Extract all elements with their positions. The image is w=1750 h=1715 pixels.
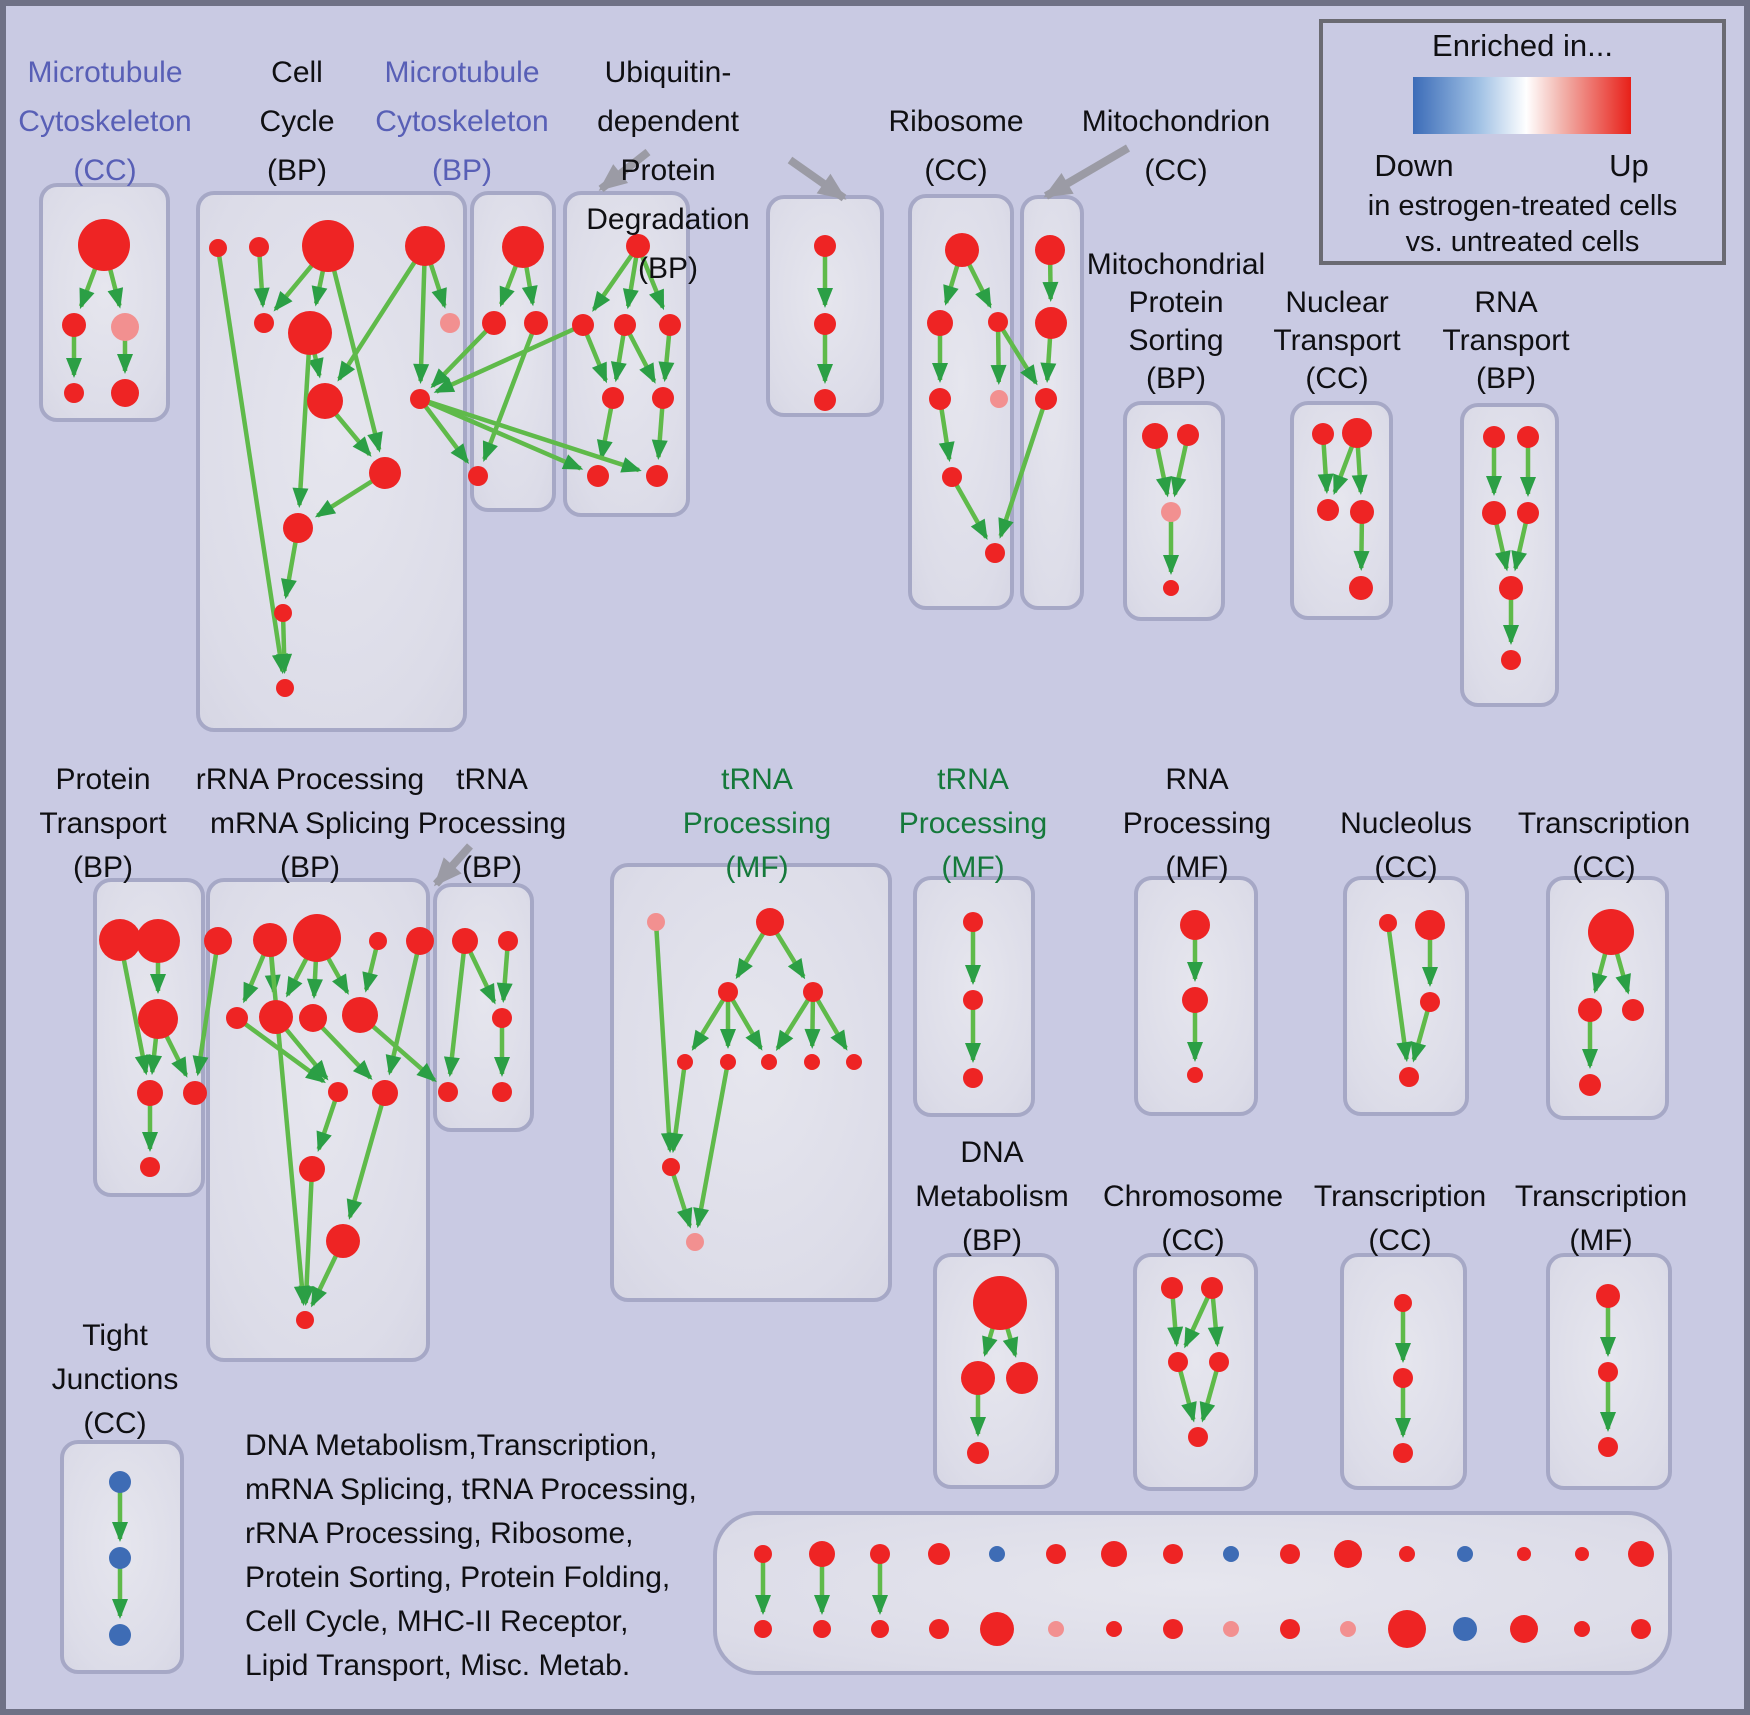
node-rrna-11 xyxy=(299,1156,325,1182)
node-nucleolus-2 xyxy=(1420,992,1440,1012)
node-strip-top-6 xyxy=(1101,1541,1127,1567)
misc-text-line: Cell Cycle, MHC-II Receptor, xyxy=(245,1605,629,1638)
node-chromosome-2 xyxy=(1168,1352,1188,1372)
group-label-line: Cytoskeleton xyxy=(18,105,192,138)
node-prot-trans-3 xyxy=(137,1080,163,1106)
node-strip-bot-13 xyxy=(1510,1615,1538,1643)
misc-text-line: mRNA Splicing, tRNA Processing, xyxy=(245,1473,697,1506)
node-strip-top-4 xyxy=(989,1546,1005,1562)
node-rrna-10 xyxy=(372,1080,398,1106)
node-rrna-6 xyxy=(259,1000,293,1034)
node-trans-cc-2-3 xyxy=(1579,1074,1601,1096)
group-label-line: Mitochondrial xyxy=(1086,248,1266,281)
group-label-line: Microtubule xyxy=(27,56,183,89)
group-label-line: Ubiquitin- xyxy=(604,56,732,89)
group-label-line: Metabolism xyxy=(915,1180,1069,1213)
group-label-line: (BP) xyxy=(962,1224,1022,1257)
group-label-line: Junctions xyxy=(51,1363,179,1396)
node-mt-bp-1 xyxy=(482,311,506,335)
node-trna-mf-big-3 xyxy=(803,982,823,1002)
group-label-line: (CC) xyxy=(83,1407,147,1440)
group-label-line: (CC) xyxy=(73,154,137,187)
node-trans-cc-3-1 xyxy=(1393,1368,1413,1388)
node-ubq2-2 xyxy=(814,389,836,411)
node-strip-top-14 xyxy=(1575,1547,1589,1561)
node-cell-cycle-11 xyxy=(274,604,292,622)
group-label-line: Ribosome xyxy=(888,105,1024,138)
node-strip-top-10 xyxy=(1334,1540,1362,1568)
node-strip-top-12 xyxy=(1457,1546,1473,1562)
node-trna-mf-big-1 xyxy=(756,908,784,936)
node-trna-mf-big-7 xyxy=(804,1054,820,1070)
node-rrna-5 xyxy=(226,1007,248,1029)
node-dna-met-0 xyxy=(973,1276,1027,1330)
group-label-line: Processing xyxy=(1122,807,1272,840)
group-label-line: (CC) xyxy=(1572,851,1636,884)
node-chromosome-1 xyxy=(1201,1277,1223,1299)
node-trna-mf-big-6 xyxy=(761,1054,777,1070)
legend-gradient-bar xyxy=(1413,77,1631,134)
node-rna-trans-0 xyxy=(1483,426,1505,448)
node-trna-mf-small-1 xyxy=(963,990,983,1010)
group-label-line: (CC) xyxy=(1368,1224,1432,1257)
group-label-line: Transcription xyxy=(1517,807,1691,840)
misc-text-line: Lipid Transport, Misc. Metab. xyxy=(245,1649,631,1682)
node-rrna-0 xyxy=(204,927,232,955)
node-ubq1-2 xyxy=(614,314,636,336)
node-ubq2-1 xyxy=(814,313,836,335)
node-ubq1-5 xyxy=(652,387,674,409)
group-label-line: Nuclear xyxy=(1285,286,1389,319)
node-ubq1-6 xyxy=(587,465,609,487)
misc-text-line: rRNA Processing, Ribosome, xyxy=(245,1517,634,1550)
node-trna-mf-small-0 xyxy=(963,912,983,932)
node-tight-junc-1 xyxy=(109,1547,131,1569)
group-label-rna-trans xyxy=(1196,284,1750,398)
node-mt-cc-2 xyxy=(111,313,139,341)
node-cell-cycle-9 xyxy=(369,457,401,489)
group-label-line: Nucleolus xyxy=(1340,807,1472,840)
node-prot-trans-1 xyxy=(136,919,180,963)
node-ubq1-3 xyxy=(659,314,681,336)
node-rna-trans-2 xyxy=(1482,501,1506,525)
node-strip-top-8 xyxy=(1223,1546,1239,1562)
node-strip-bot-8 xyxy=(1223,1621,1239,1637)
node-strip-bot-10 xyxy=(1340,1621,1356,1637)
node-trans-cc-2-2 xyxy=(1622,999,1644,1021)
group-label-line: Transcription xyxy=(1313,1180,1487,1213)
node-mps-0 xyxy=(1142,423,1168,449)
node-rrna-9 xyxy=(328,1082,348,1102)
node-mps-1 xyxy=(1177,424,1199,446)
group-label-line: Tight xyxy=(82,1319,148,1352)
node-trna-bp-3 xyxy=(438,1082,458,1102)
group-label-line: (BP) xyxy=(462,851,522,884)
node-ubq1-1 xyxy=(572,314,594,336)
node-ubq1-7 xyxy=(646,465,668,487)
node-nucleolus-3 xyxy=(1399,1067,1419,1087)
node-rna-proc-1 xyxy=(1182,987,1208,1013)
node-chromosome-4 xyxy=(1188,1427,1208,1447)
group-label-line: rRNA Processing xyxy=(195,763,425,796)
node-trna-bp-0 xyxy=(452,928,478,954)
group-label-line: tRNA xyxy=(721,763,793,796)
node-strip-bot-15 xyxy=(1631,1619,1651,1639)
node-prot-trans-2 xyxy=(138,999,178,1039)
group-label-line: tRNA xyxy=(937,763,1009,796)
misc-text-line: Protein Sorting, Protein Folding, xyxy=(245,1561,671,1594)
node-chromosome-3 xyxy=(1209,1352,1229,1372)
group-label-line: Cell xyxy=(271,56,323,89)
group-label-line: (CC) xyxy=(1305,362,1369,395)
group-label-trans-mf xyxy=(1291,1175,1750,1263)
group-label-line: Transcription xyxy=(1514,1180,1688,1213)
group-label-line: (MF) xyxy=(1569,1224,1633,1257)
group-label-line: RNA xyxy=(1165,763,1229,796)
node-mps-2 xyxy=(1161,502,1181,522)
node-trna-bp-2 xyxy=(492,1008,512,1028)
group-label-line: (BP) xyxy=(1146,362,1206,395)
group-label-line: Cycle xyxy=(259,105,335,138)
group-label-line: (BP) xyxy=(638,252,698,285)
node-strip-top-9 xyxy=(1280,1544,1300,1564)
node-trans-mf-0 xyxy=(1596,1284,1620,1308)
node-trna-mf-big-9 xyxy=(662,1158,680,1176)
group-label-line: (BP) xyxy=(280,851,340,884)
node-tight-junc-2 xyxy=(109,1624,131,1646)
node-strip-top-1 xyxy=(809,1541,835,1567)
group-label-line: Cytoskeleton xyxy=(375,105,549,138)
node-prot-trans-5 xyxy=(140,1157,160,1177)
node-cell-cycle-1 xyxy=(249,237,269,257)
node-trans-cc-3-0 xyxy=(1394,1294,1412,1312)
group-label-line: Transport xyxy=(39,807,167,840)
node-strip-bot-9 xyxy=(1280,1619,1300,1639)
node-cell-cycle-7 xyxy=(307,383,343,419)
node-ubq1-4 xyxy=(602,387,624,409)
group-label-line: (BP) xyxy=(73,851,133,884)
group-label-line: (MF) xyxy=(1165,851,1229,884)
group-box-nuc-trans xyxy=(1292,403,1391,618)
node-rrna-12 xyxy=(326,1224,360,1258)
node-trans-cc-3-2 xyxy=(1393,1443,1413,1463)
group-label-line: Microtubule xyxy=(384,56,540,89)
group-label-line: RNA xyxy=(1474,286,1538,319)
node-strip-top-15 xyxy=(1628,1541,1654,1567)
node-mt-cc-3 xyxy=(64,383,84,403)
group-box-bottom-strip xyxy=(715,1513,1670,1673)
group-label-line: Protein xyxy=(1128,286,1224,319)
misc-text-line: DNA Metabolism,Transcription, xyxy=(245,1429,658,1462)
node-strip-top-11 xyxy=(1399,1546,1415,1562)
group-label-line: (MF) xyxy=(725,851,789,884)
node-strip-top-2 xyxy=(870,1544,890,1564)
node-dna-met-1 xyxy=(961,1361,995,1395)
group-label-line: Protein xyxy=(620,154,716,187)
node-rrna-1 xyxy=(253,923,287,957)
node-strip-top-5 xyxy=(1046,1544,1066,1564)
legend-up-label: Up xyxy=(1609,148,1649,183)
legend-subtitle-1: in estrogen-treated cells xyxy=(1367,190,1678,222)
group-label-line: (BP) xyxy=(267,154,327,187)
node-tight-junc-0 xyxy=(109,1471,131,1493)
node-strip-bot-0 xyxy=(754,1620,772,1638)
node-trna-mf-big-4 xyxy=(677,1054,693,1070)
node-strip-bot-14 xyxy=(1574,1621,1590,1637)
node-nuc-trans-3 xyxy=(1350,500,1374,524)
group-label-line: (CC) xyxy=(924,154,988,187)
group-label-line: (BP) xyxy=(1476,362,1536,395)
group-label-line: Transport xyxy=(1442,324,1570,357)
group-label-trans-cc-2 xyxy=(1294,802,1750,890)
misc-categories-text xyxy=(245,1424,697,1688)
group-label-line: DNA xyxy=(960,1136,1024,1169)
group-label-line: Processing xyxy=(417,807,567,840)
node-strip-bot-5 xyxy=(1048,1621,1064,1637)
node-mps-3 xyxy=(1163,580,1179,596)
node-rrna-2 xyxy=(293,914,341,962)
node-trna-mf-small-2 xyxy=(963,1068,983,1088)
node-strip-bot-3 xyxy=(929,1619,949,1639)
group-label-line: (CC) xyxy=(1161,1224,1225,1257)
group-label-line: Mitochondrion xyxy=(1081,105,1271,138)
node-trans-cc-2-1 xyxy=(1578,998,1602,1022)
node-strip-bot-1 xyxy=(813,1620,831,1638)
node-rrna-4 xyxy=(406,927,434,955)
node-mt-bp-2 xyxy=(524,311,548,335)
node-strip-bot-4 xyxy=(980,1612,1014,1646)
node-mt-cc-0 xyxy=(78,219,130,271)
node-nuc-trans-4 xyxy=(1349,576,1373,600)
node-strip-bot-11 xyxy=(1388,1610,1426,1648)
node-trna-mf-big-0 xyxy=(647,913,665,931)
group-label-line: Processing xyxy=(898,807,1048,840)
node-rna-trans-3 xyxy=(1517,502,1539,524)
node-trans-mf-2 xyxy=(1598,1437,1618,1457)
node-cell-cycle-5 xyxy=(288,311,332,355)
node-strip-bot-6 xyxy=(1106,1621,1122,1637)
node-rrna-3 xyxy=(369,932,387,950)
node-trna-bp-4 xyxy=(492,1082,512,1102)
node-mt-cc-4 xyxy=(111,379,139,407)
node-strip-bot-2 xyxy=(871,1620,889,1638)
node-cell-cycle-6 xyxy=(440,313,460,333)
group-label-line: tRNA xyxy=(456,763,528,796)
group-label-line: Sorting xyxy=(1128,324,1224,357)
node-prot-trans-4 xyxy=(183,1081,207,1105)
group-label-line: (CC) xyxy=(1374,851,1438,884)
legend-down-label: Down xyxy=(1374,148,1454,183)
node-dna-met-2 xyxy=(1006,1362,1038,1394)
node-dna-met-3 xyxy=(967,1442,989,1464)
legend-subtitle-2: vs. untreated cells xyxy=(1405,226,1640,258)
node-rrna-7 xyxy=(299,1004,327,1032)
node-trna-mf-big-8 xyxy=(846,1054,862,1070)
node-mt-bp-3 xyxy=(468,466,488,486)
node-strip-top-0 xyxy=(754,1545,772,1563)
group-label-line: Processing xyxy=(682,807,832,840)
node-cell-cycle-2 xyxy=(302,220,354,272)
group-label-line: Chromosome xyxy=(1102,1180,1284,1213)
node-rna-trans-4 xyxy=(1499,576,1523,600)
node-cell-cycle-8 xyxy=(410,389,430,409)
node-ribosome-6 xyxy=(985,543,1005,563)
node-cell-cycle-4 xyxy=(254,313,274,333)
node-rna-proc-0 xyxy=(1180,910,1210,940)
group-label-line: Degradation xyxy=(586,203,750,236)
node-nucleolus-1 xyxy=(1415,910,1445,940)
node-strip-top-3 xyxy=(928,1543,950,1565)
group-label-line: dependent xyxy=(597,105,739,138)
node-chromosome-0 xyxy=(1161,1277,1183,1299)
group-label-line: (MF) xyxy=(941,851,1005,884)
group-box-chromosome xyxy=(1135,1255,1256,1489)
node-trans-cc-2-0 xyxy=(1588,909,1634,955)
node-rna-proc-2 xyxy=(1187,1067,1203,1083)
group-label-line: (BP) xyxy=(432,154,492,187)
node-nucleolus-0 xyxy=(1379,914,1397,932)
group-label-line: (CC) xyxy=(1144,154,1208,187)
node-strip-bot-12 xyxy=(1453,1617,1477,1641)
node-nuc-trans-2 xyxy=(1317,499,1339,521)
node-cell-cycle-0 xyxy=(209,239,227,257)
node-trna-mf-big-2 xyxy=(718,982,738,1002)
node-rrna-8 xyxy=(342,997,378,1033)
node-nuc-trans-0 xyxy=(1312,423,1334,445)
node-strip-bot-7 xyxy=(1163,1619,1183,1639)
node-strip-top-13 xyxy=(1517,1547,1531,1561)
node-rna-trans-1 xyxy=(1517,426,1539,448)
node-ribosome-5 xyxy=(942,467,962,487)
legend-title: Enriched in... xyxy=(1432,28,1613,63)
node-nuc-trans-1 xyxy=(1342,418,1372,448)
group-label-line: Protein xyxy=(55,763,151,796)
node-prot-trans-0 xyxy=(99,919,141,961)
node-cell-cycle-10 xyxy=(283,513,313,543)
node-trna-mf-big-5 xyxy=(720,1054,736,1070)
node-mt-cc-1 xyxy=(62,313,86,337)
group-label-line: Transport xyxy=(1273,324,1401,357)
node-cell-cycle-12 xyxy=(276,679,294,697)
node-rna-trans-5 xyxy=(1501,650,1521,670)
node-trans-mf-1 xyxy=(1598,1362,1618,1382)
node-trna-bp-1 xyxy=(498,931,518,951)
node-strip-top-7 xyxy=(1163,1544,1183,1564)
group-label-line: mRNA Splicing xyxy=(209,807,411,840)
